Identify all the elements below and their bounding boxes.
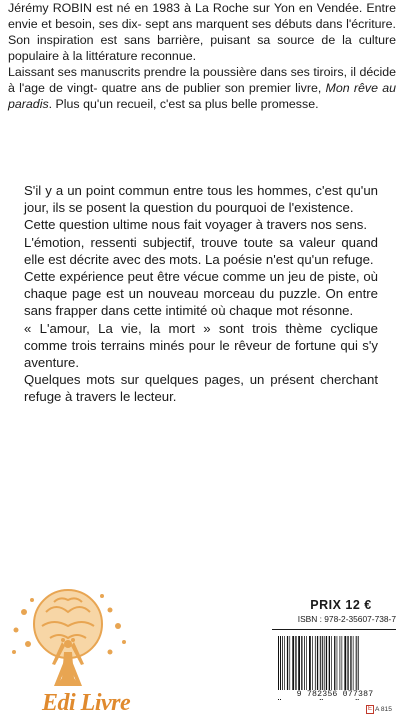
- book-title: Mon rêve au paradis: [8, 81, 397, 111]
- barcode-bar: [292, 636, 294, 692]
- barcode-bar: [289, 636, 290, 692]
- barcode-bar: [304, 636, 305, 692]
- divider: [272, 629, 396, 630]
- barcode-bar: [298, 636, 300, 692]
- barcode-bar: [337, 636, 338, 692]
- publisher-logo-text: Edi Livre: [42, 690, 131, 716]
- publisher-mark-icon: E: [368, 706, 373, 712]
- reference-number: A 815: [375, 706, 392, 713]
- barcode-bar: [331, 636, 332, 692]
- barcode-bar: [284, 636, 285, 692]
- blurb-paragraph: « L'amour, La vie, la mort » sont trois thème cyclique comme trois terrains minés pour le rêveur de fortune qui s'y aventure.: [24, 320, 378, 371]
- blurb-paragraph: Cette expérience peut être vécue comme un jeu de piste, où chaque page est un nouveau morceau du puzzle. On entre sans frapper dans cette intimité où chaque mot résonne.: [24, 269, 378, 319]
- bio-paragraph-2-end: . Plus qu'un recueil, c'est sa plus belle promesse.: [48, 97, 319, 111]
- barcode-bar: [317, 636, 318, 692]
- reference-code: [366, 705, 392, 714]
- blurb-paragraph: S'il y a un point commun entre tous les hommes, c'est qu'un jour, ils se posent la question du pourquoi de l'existence.: [24, 183, 378, 216]
- blurb-paragraph: Quelques mots sur quelques pages, un présent cherchant refuge à travers le lecteur.: [24, 372, 378, 405]
- barcode-bar: [353, 636, 354, 692]
- barcode-bar: [315, 636, 316, 692]
- isbn-label: ISBN : 978-2-35607-738-7: [297, 614, 396, 624]
- bio-paragraph-2-text: Laissant ses manuscrits prendre la poussière dans ses tiroirs, il décide à l'age de vingt- quatre ans de publier son premier livre,: [8, 65, 396, 95]
- tree-logo-icon: [6, 582, 136, 694]
- barcode-bar: [282, 636, 283, 692]
- barcode-bar: [326, 636, 327, 692]
- author-bio: [8, 0, 396, 112]
- barcode-bar: [347, 636, 348, 692]
- barcode-number: 9 782356 077387: [270, 690, 400, 699]
- barcode-bar: [287, 636, 288, 692]
- barcode-bar: [295, 636, 296, 692]
- barcode-bar: [344, 636, 346, 692]
- price-label: PRIX 12 €: [310, 598, 372, 612]
- barcode-bar: [309, 636, 311, 692]
- barcode-bar: [301, 636, 302, 692]
- barcode-bar: [306, 636, 307, 692]
- barcode-bar: [340, 636, 341, 692]
- bio-paragraph-1: Jérémy ROBIN est né en 1983 à La Roche sur Yon en Vendée. Entre envie et besoin, ses dix- sept ans marquent ses débuts dans l'écriture. Son inspiration est sans barrière, puisant sa source de la culture populaire à la littérature reconnue.: [8, 1, 396, 63]
- barcode-bar: [350, 636, 351, 692]
- blurb-paragraph: Cette question ultime nous fait voyager à travers nos sens.: [24, 217, 368, 233]
- barcode-bar: [312, 636, 313, 692]
- bio-paragraph-2: [8, 64, 396, 112]
- barcode-bar: [324, 636, 325, 692]
- blurb-paragraph: L'émotion, ressenti subjectif, trouve toute sa valeur quand elle est décrite avec des mots. La poésie n'est qu'un refuge.: [24, 234, 378, 267]
- barcode-bar: [342, 636, 343, 692]
- barcode-bar: [334, 636, 335, 692]
- back-cover-blurb: [24, 182, 378, 406]
- barcode-bar: [329, 636, 330, 692]
